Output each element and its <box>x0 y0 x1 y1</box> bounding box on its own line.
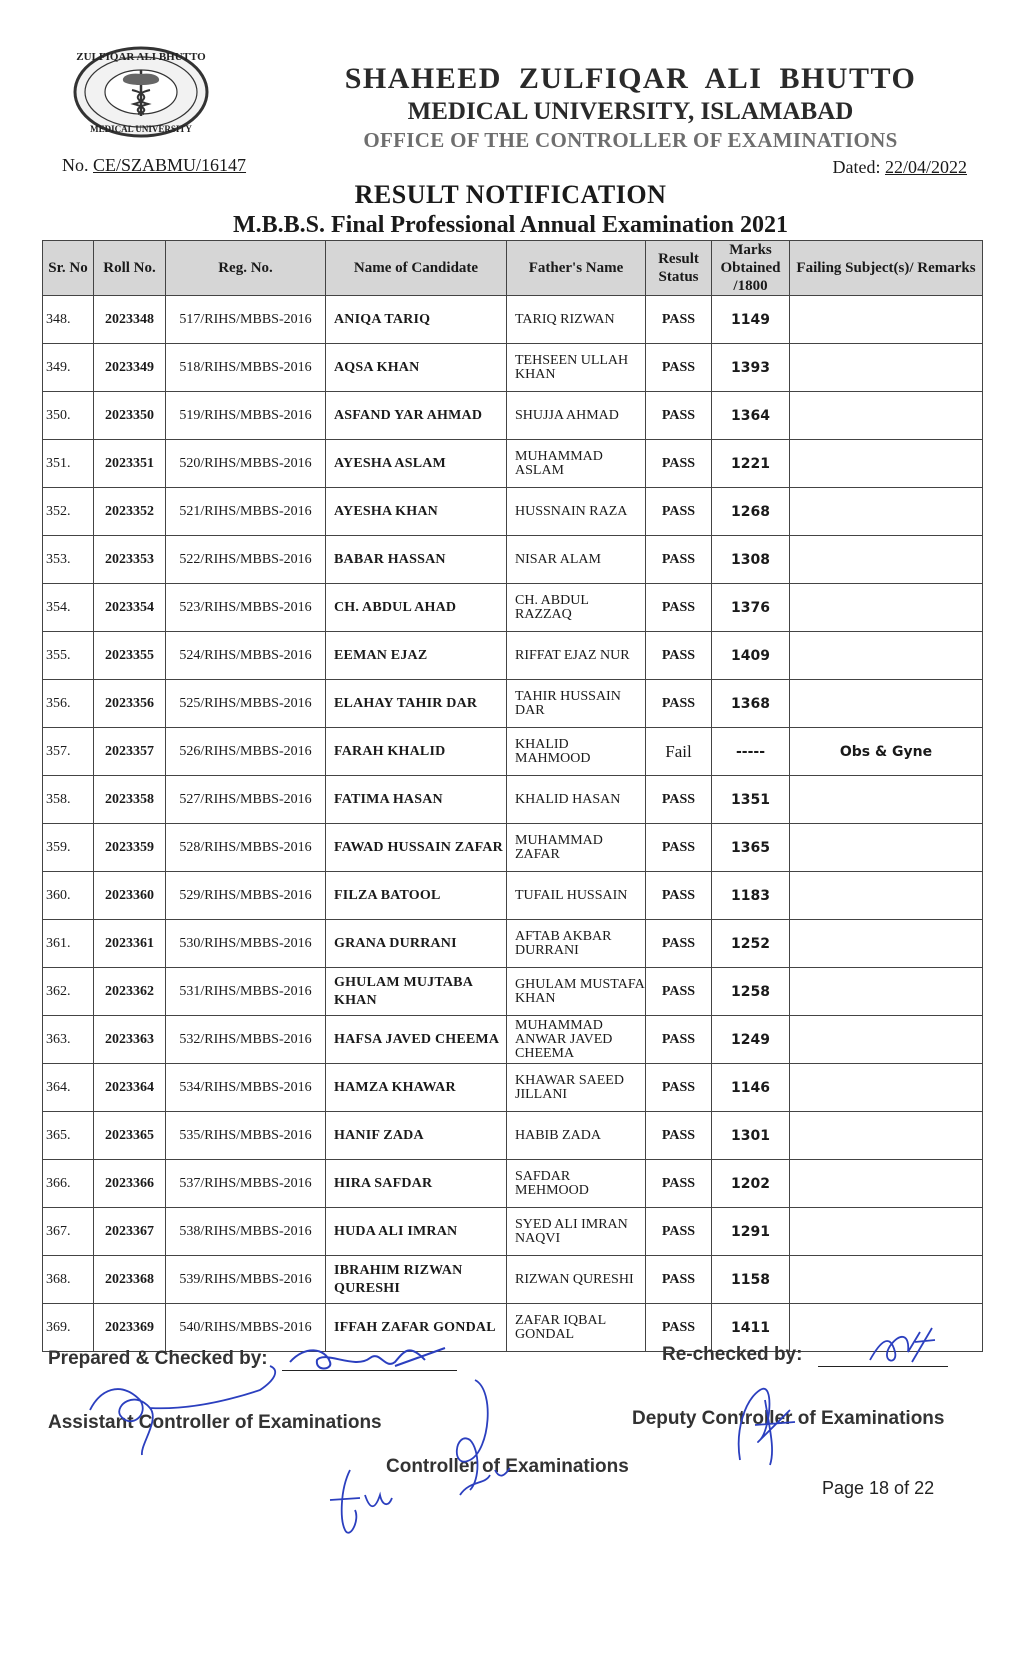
cell-reg-no: 518/RIHS/MBBS-2016 <box>166 344 326 392</box>
cell-reg-no: 524/RIHS/MBBS-2016 <box>166 632 326 680</box>
table-body <box>43 296 983 1352</box>
table-row <box>43 632 983 680</box>
col-candidate-name: Name of Candidate <box>326 241 507 296</box>
deputy-controller-title: Deputy Controller of Examinations <box>632 1408 945 1429</box>
cell-father-name: KHAWAR SAEED JILLANI <box>507 1064 646 1112</box>
cell-marks: 1393 <box>712 344 790 392</box>
cell-candidate-name: FATIMA HASAN <box>326 776 507 824</box>
controller-signature <box>320 1370 520 1540</box>
cell-sr-no: 362. <box>43 968 94 1016</box>
cell-marks: 1258 <box>712 968 790 1016</box>
cell-father-name: TAHIR HUSSAIN DAR <box>507 680 646 728</box>
document-title: RESULT NOTIFICATION <box>354 180 667 209</box>
cell-roll-no: 2023365 <box>94 1112 166 1160</box>
cell-father-name: RIFFAT EJAZ NUR <box>507 632 646 680</box>
assistant-controller-signature <box>80 1360 300 1460</box>
cell-sr-no: 348. <box>43 296 94 344</box>
cell-reg-no: 522/RIHS/MBBS-2016 <box>166 536 326 584</box>
cell-reg-no: 528/RIHS/MBBS-2016 <box>166 824 326 872</box>
table-row <box>43 1112 983 1160</box>
cell-roll-no: 2023361 <box>94 920 166 968</box>
cell-candidate-name: EEMAN EJAZ <box>326 632 507 680</box>
cell-remarks <box>790 776 983 824</box>
rechecked-signature <box>860 1322 940 1372</box>
controller-title: Controller of Examinations <box>386 1456 629 1477</box>
cell-remarks <box>790 536 983 584</box>
cell-sr-no: 358. <box>43 776 94 824</box>
cell-remarks <box>790 680 983 728</box>
cell-reg-no: 526/RIHS/MBBS-2016 <box>166 728 326 776</box>
table-row <box>43 920 983 968</box>
cell-result-status: PASS <box>646 1112 712 1160</box>
cell-roll-no: 2023367 <box>94 1208 166 1256</box>
cell-candidate-name: HANIF ZADA <box>326 1112 507 1160</box>
cell-result-status: PASS <box>646 392 712 440</box>
table-row <box>43 584 983 632</box>
cell-sr-no: 353. <box>43 536 94 584</box>
col-sr-no: Sr. No <box>43 241 94 296</box>
cell-roll-no: 2023353 <box>94 536 166 584</box>
cell-father-name: HUSSNAIN RAZA <box>507 488 646 536</box>
dated-label: Dated: <box>832 157 881 177</box>
cell-candidate-name: HIRA SAFDAR <box>326 1160 507 1208</box>
cell-sr-no: 360. <box>43 872 94 920</box>
cell-marks: 1301 <box>712 1112 790 1160</box>
cell-result-status: PASS <box>646 1208 712 1256</box>
cell-sr-no: 369. <box>43 1304 94 1352</box>
cell-candidate-name: FARAH KHALID <box>326 728 507 776</box>
cell-marks: 1411 <box>712 1304 790 1352</box>
cell-roll-no: 2023349 <box>94 344 166 392</box>
cell-result-status: PASS <box>646 536 712 584</box>
cell-result-status: PASS <box>646 1256 712 1304</box>
table-row <box>43 1208 983 1256</box>
col-father-name: Father's Name <box>507 241 646 296</box>
cell-marks: 1351 <box>712 776 790 824</box>
table-row <box>43 488 983 536</box>
cell-roll-no: 2023356 <box>94 680 166 728</box>
cell-reg-no: 540/RIHS/MBBS-2016 <box>166 1304 326 1352</box>
table-row <box>43 872 983 920</box>
cell-reg-no: 532/RIHS/MBBS-2016 <box>166 1016 326 1064</box>
cell-father-name: KHALID MAHMOOD <box>507 728 646 776</box>
cell-sr-no: 357. <box>43 728 94 776</box>
col-remarks: Failing Subject(s)/ Remarks <box>790 241 983 296</box>
cell-result-status: PASS <box>646 488 712 536</box>
table-row <box>43 824 983 872</box>
cell-reg-no: 521/RIHS/MBBS-2016 <box>166 488 326 536</box>
cell-candidate-name: AYESHA ASLAM <box>326 440 507 488</box>
table-row <box>43 1016 983 1064</box>
cell-roll-no: 2023364 <box>94 1064 166 1112</box>
cell-candidate-name: FAWAD HUSSAIN ZAFAR <box>326 824 507 872</box>
cell-father-name: AFTAB AKBAR DURRANI <box>507 920 646 968</box>
cell-marks: 1221 <box>712 440 790 488</box>
cell-sr-no: 365. <box>43 1112 94 1160</box>
cell-sr-no: 350. <box>43 392 94 440</box>
cell-reg-no: 535/RIHS/MBBS-2016 <box>166 1112 326 1160</box>
cell-marks: 1249 <box>712 1016 790 1064</box>
logo-text-top: ZULFIQAR ALI BHUTTO <box>76 51 206 63</box>
cell-father-name: TARIQ RIZWAN <box>507 296 646 344</box>
cell-remarks <box>790 872 983 920</box>
cell-marks: 1409 <box>712 632 790 680</box>
cell-result-status: PASS <box>646 968 712 1016</box>
cell-result-status: PASS <box>646 1304 712 1352</box>
cell-roll-no: 2023355 <box>94 632 166 680</box>
cell-result-status: PASS <box>646 872 712 920</box>
cell-candidate-name: ASFAND YAR AHMAD <box>326 392 507 440</box>
col-result-status: Result Status <box>646 241 712 296</box>
cell-roll-no: 2023360 <box>94 872 166 920</box>
table-row <box>43 968 983 1016</box>
cell-remarks <box>790 1256 983 1304</box>
cell-candidate-name: AQSA KHAN <box>326 344 507 392</box>
cell-candidate-name: GHULAM MUJTABA KHAN <box>326 968 507 1016</box>
cell-result-status: PASS <box>646 920 712 968</box>
table-row <box>43 392 983 440</box>
cell-sr-no: 359. <box>43 824 94 872</box>
cell-candidate-name: BABAR HASSAN <box>326 536 507 584</box>
col-roll-no: Roll No. <box>94 241 166 296</box>
col-marks: Marks Obtained /1800 <box>712 241 790 296</box>
cell-reg-no: 525/RIHS/MBBS-2016 <box>166 680 326 728</box>
cell-reg-no: 538/RIHS/MBBS-2016 <box>166 1208 326 1256</box>
cell-result-status: PASS <box>646 680 712 728</box>
university-name-line1: SHAHEED ZULFIQAR ALI BHUTTO <box>344 62 917 95</box>
reference-number <box>62 155 246 176</box>
table-row <box>43 680 983 728</box>
cell-result-status: PASS <box>646 632 712 680</box>
cell-marks: 1291 <box>712 1208 790 1256</box>
cell-father-name: MUHAMMAD ZAFAR <box>507 824 646 872</box>
cell-reg-no: 523/RIHS/MBBS-2016 <box>166 584 326 632</box>
cell-father-name: KHALID HASAN <box>507 776 646 824</box>
cell-candidate-name: HUDA ALI IMRAN <box>326 1208 507 1256</box>
cell-father-name: ZAFAR IQBAL GONDAL <box>507 1304 646 1352</box>
table-row <box>43 1064 983 1112</box>
cell-reg-no: 527/RIHS/MBBS-2016 <box>166 776 326 824</box>
cell-marks: 1149 <box>712 296 790 344</box>
cell-reg-no: 534/RIHS/MBBS-2016 <box>166 1064 326 1112</box>
cell-father-name: HABIB ZADA <box>507 1112 646 1160</box>
cell-remarks <box>790 1208 983 1256</box>
cell-roll-no: 2023363 <box>94 1016 166 1064</box>
cell-remarks <box>790 488 983 536</box>
cell-remarks <box>790 968 983 1016</box>
cell-sr-no: 354. <box>43 584 94 632</box>
cell-remarks <box>790 1112 983 1160</box>
cell-candidate-name: AYESHA KHAN <box>326 488 507 536</box>
cell-remarks <box>790 584 983 632</box>
cell-father-name: NISAR ALAM <box>507 536 646 584</box>
table-row <box>43 1256 983 1304</box>
table-header-row <box>43 241 983 296</box>
cell-marks: 1252 <box>712 920 790 968</box>
cell-marks: 1183 <box>712 872 790 920</box>
cell-remarks <box>790 1064 983 1112</box>
cell-candidate-name: HAMZA KHAWAR <box>326 1064 507 1112</box>
cell-father-name: TEHSEEN ULLAH KHAN <box>507 344 646 392</box>
cell-reg-no: 539/RIHS/MBBS-2016 <box>166 1256 326 1304</box>
cell-father-name: SAFDAR MEHMOOD <box>507 1160 646 1208</box>
cell-remarks: Obs & Gyne <box>790 728 983 776</box>
cell-result-status: PASS <box>646 1064 712 1112</box>
table-row <box>43 536 983 584</box>
rechecked-by-label: Re-checked by: <box>662 1344 803 1365</box>
cell-remarks <box>790 440 983 488</box>
cell-remarks <box>790 392 983 440</box>
cell-sr-no: 356. <box>43 680 94 728</box>
cell-sr-no: 364. <box>43 1064 94 1112</box>
assistant-controller-title: Assistant Controller of Examinations <box>48 1412 382 1433</box>
dated-value: 22/04/2022 <box>884 157 967 177</box>
cell-roll-no: 2023354 <box>94 584 166 632</box>
table-row <box>43 1304 983 1352</box>
cell-result-status: PASS <box>646 1016 712 1064</box>
cell-candidate-name: IFFAH ZAFAR GONDAL <box>326 1304 507 1352</box>
table-row <box>43 1160 983 1208</box>
cell-reg-no: 517/RIHS/MBBS-2016 <box>166 296 326 344</box>
cell-sr-no: 363. <box>43 1016 94 1064</box>
cell-reg-no: 531/RIHS/MBBS-2016 <box>166 968 326 1016</box>
cell-roll-no: 2023359 <box>94 824 166 872</box>
cell-result-status: PASS <box>646 776 712 824</box>
cell-roll-no: 2023352 <box>94 488 166 536</box>
cell-candidate-name: IBRAHIM RIZWAN QURESHI <box>326 1256 507 1304</box>
table-row <box>43 344 983 392</box>
prepared-by-label: Prepared & Checked by: <box>48 1348 268 1369</box>
cell-father-name: MUHAMMAD ANWAR JAVED CHEEMA <box>507 1016 646 1064</box>
cell-sr-no: 352. <box>43 488 94 536</box>
cell-reg-no: 537/RIHS/MBBS-2016 <box>166 1160 326 1208</box>
cell-marks: 1268 <box>712 488 790 536</box>
cell-father-name: SYED ALI IMRAN NAQVI <box>507 1208 646 1256</box>
table-row <box>43 440 983 488</box>
cell-marks: 1365 <box>712 824 790 872</box>
cell-roll-no: 2023348 <box>94 296 166 344</box>
cell-sr-no: 367. <box>43 1208 94 1256</box>
cell-result-status: PASS <box>646 440 712 488</box>
cell-remarks <box>790 1016 983 1064</box>
result-table <box>42 240 983 1352</box>
cell-marks: 1158 <box>712 1256 790 1304</box>
cell-father-name: GHULAM MUSTAFA KHAN <box>507 968 646 1016</box>
cell-reg-no: 529/RIHS/MBBS-2016 <box>166 872 326 920</box>
cell-marks: ----- <box>712 728 790 776</box>
cell-marks: 1368 <box>712 680 790 728</box>
cell-marks: 1376 <box>712 584 790 632</box>
cell-sr-no: 349. <box>43 344 94 392</box>
cell-result-status: Fail <box>646 728 712 776</box>
cell-father-name: CH. ABDUL RAZZAQ <box>507 584 646 632</box>
cell-father-name: SHUJJA AHMAD <box>507 392 646 440</box>
cell-result-status: PASS <box>646 824 712 872</box>
cell-marks: 1364 <box>712 392 790 440</box>
cell-result-status: PASS <box>646 584 712 632</box>
cell-candidate-name: HAFSA JAVED CHEEMA <box>326 1016 507 1064</box>
cell-marks: 1146 <box>712 1064 790 1112</box>
col-reg-no: Reg. No. <box>166 241 326 296</box>
cell-candidate-name: FILZA BATOOL <box>326 872 507 920</box>
office-name: OFFICE OF THE CONTROLLER OF EXAMINATIONS <box>363 128 898 152</box>
cell-remarks <box>790 632 983 680</box>
cell-reg-no: 520/RIHS/MBBS-2016 <box>166 440 326 488</box>
cell-roll-no: 2023350 <box>94 392 166 440</box>
cell-remarks <box>790 920 983 968</box>
cell-father-name: MUHAMMAD ASLAM <box>507 440 646 488</box>
cell-marks: 1202 <box>712 1160 790 1208</box>
table-row <box>43 776 983 824</box>
logo-text-bottom: MEDICAL UNIVERSITY <box>90 124 192 134</box>
cell-father-name: RIZWAN QURESHI <box>507 1256 646 1304</box>
cell-roll-no: 2023362 <box>94 968 166 1016</box>
cell-result-status: PASS <box>646 296 712 344</box>
cell-result-status: PASS <box>646 344 712 392</box>
ref-value: CE/SZABMU/16147 <box>93 155 247 175</box>
table-row <box>43 728 983 776</box>
cell-roll-no: 2023366 <box>94 1160 166 1208</box>
cell-marks: 1308 <box>712 536 790 584</box>
cell-roll-no: 2023358 <box>94 776 166 824</box>
issue-date <box>833 157 968 178</box>
cell-sr-no: 361. <box>43 920 94 968</box>
table-row <box>43 296 983 344</box>
cell-remarks <box>790 824 983 872</box>
cell-candidate-name: GRANA DURRANI <box>326 920 507 968</box>
exam-title: M.B.B.S. Final Professional Annual Examination 2021 <box>233 212 788 238</box>
cell-remarks <box>790 296 983 344</box>
cell-roll-no: 2023357 <box>94 728 166 776</box>
cell-reg-no: 519/RIHS/MBBS-2016 <box>166 392 326 440</box>
cell-reg-no: 530/RIHS/MBBS-2016 <box>166 920 326 968</box>
deputy-controller-signature <box>720 1370 810 1470</box>
cell-candidate-name: ELAHAY TAHIR DAR <box>326 680 507 728</box>
cell-sr-no: 366. <box>43 1160 94 1208</box>
cell-roll-no: 2023368 <box>94 1256 166 1304</box>
cell-father-name: TUFAIL HUSSAIN <box>507 872 646 920</box>
page-number: Page 18 of 22 <box>822 1478 935 1498</box>
cell-sr-no: 368. <box>43 1256 94 1304</box>
cell-roll-no: 2023369 <box>94 1304 166 1352</box>
cell-result-status: PASS <box>646 1160 712 1208</box>
cell-sr-no: 351. <box>43 440 94 488</box>
cell-candidate-name: CH. ABDUL AHAD <box>326 584 507 632</box>
cell-sr-no: 355. <box>43 632 94 680</box>
cell-remarks <box>790 344 983 392</box>
ref-label: No. <box>62 155 89 175</box>
cell-remarks <box>790 1160 983 1208</box>
cell-candidate-name: ANIQA TARIQ <box>326 296 507 344</box>
cell-roll-no: 2023351 <box>94 440 166 488</box>
university-name-line2: MEDICAL UNIVERSITY, ISLAMABAD <box>407 98 854 125</box>
